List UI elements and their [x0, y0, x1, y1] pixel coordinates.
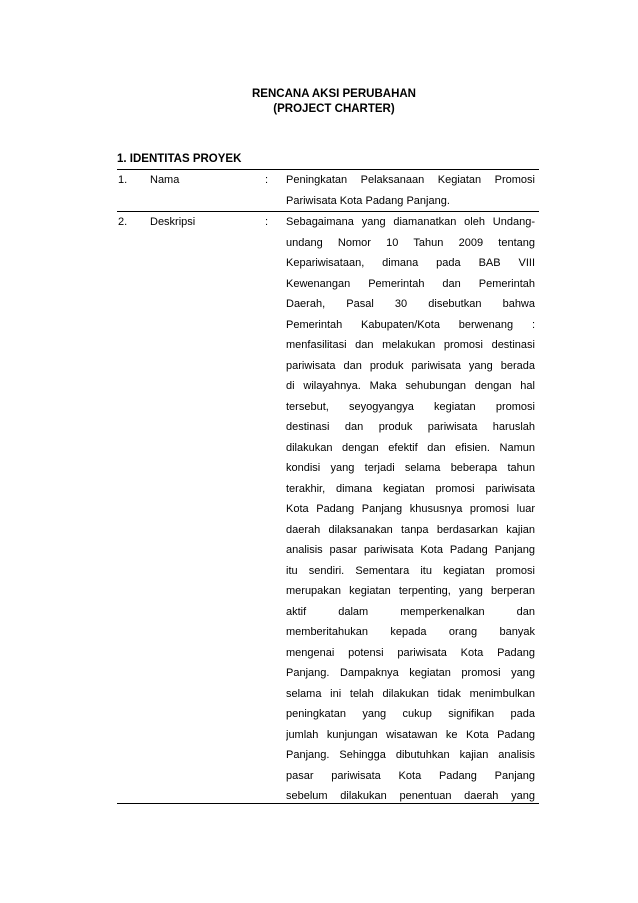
row-2-value-line: undang Nomor 10 Tahun 2009 tentang: [286, 236, 535, 249]
row-2-separator: :: [265, 216, 269, 228]
row-2-value-line: aktif dalam memperkenalkan dan: [286, 605, 535, 618]
title-line-2: (PROJECT CHARTER): [273, 103, 395, 115]
row-2-value-line: Kota Padang Panjang khususnya promosi luar: [286, 503, 535, 515]
section-heading: 1. IDENTITAS PROYEK: [117, 153, 242, 165]
row-1-value-line: Pariwisata Kota Padang Panjang.: [286, 194, 450, 207]
row-2-value-line: peningkatan yang cukup signifikan pada: [286, 708, 535, 720]
row-2-value-line: Panjang. Sehingga dibutuhkan kajian analisis: [286, 749, 535, 761]
row-2-value-line: Pemerintah Kabupaten/Kota berwenang :: [286, 318, 535, 331]
row-2-value-line: pasar pariwisata Kota Padang Panjang: [286, 769, 535, 782]
row-2-value-line: Panjang. Dampaknya kegiatan promosi yang: [286, 667, 535, 679]
row-1-value-line: Peningkatan Pelaksanaan Kegiatan Promosi: [286, 174, 535, 186]
row-2-value-line: tersebut, seyogyangya kegiatan promosi: [286, 400, 535, 413]
row-2-value-line: memberitahukan kepada orang banyak: [286, 626, 535, 638]
row-1-number: 1.: [118, 174, 128, 186]
row-2-value-line: Kepariwisataan, dimana pada BAB VIII: [286, 257, 535, 269]
row-2-value: [286, 212, 535, 807]
row-2-value-line: pariwisata dan produk pariwisata yang berada: [286, 359, 535, 372]
row-2-value-line: analisis pasar pariwisata Kota Padang Panjang: [286, 544, 535, 556]
row-2-value-line: dilakukan dengan efektif dan efisien. Namun: [286, 441, 535, 454]
row-2-value-line: daerah dilaksanakan tanpa berdasarkan kajian: [286, 523, 535, 536]
row-2-value-line: kondisi yang terjadi selama beberapa tahun: [286, 462, 535, 474]
row-2-value-line: sebelum dilakukan penentuan daerah yang: [286, 790, 535, 802]
row-1-separator: :: [265, 174, 269, 186]
row-2-value-line: mengenai potensi pariwisata Kota Padang: [286, 646, 535, 659]
row-2-value-line: merupakan kegiatan terpenting, yang berperan: [286, 585, 535, 597]
row-2-value-line: Daerah, Pasal 30 disebutkan bahwa: [286, 298, 535, 310]
document-title: [0, 87, 638, 117]
row-1-label: Nama: [150, 174, 180, 186]
row-2-value-line: menfasilitasi dan melakukan promosi destinasi: [286, 339, 535, 351]
title-line-1: RENCANA AKSI PERUBAHAN: [252, 88, 416, 100]
row-2-value-line: destinasi dan produk pariwisata haruslah: [286, 421, 535, 433]
row-2-label: Deskripsi: [150, 216, 196, 228]
row-2-value-line: selama ini telah dilakukan tidak menimbulkan: [286, 687, 535, 700]
row-2-value-line: jumlah kunjungan wisatawan ke Kota Padang: [286, 728, 535, 741]
row-2-value-line: Kewenangan Pemerintah dan Pemerintah: [286, 277, 535, 290]
row-2-value-line: itu sendiri. Sementara itu kegiatan promosi: [286, 564, 535, 577]
table-bottom-rule: [117, 803, 539, 804]
row-2-number: 2.: [118, 216, 128, 228]
row-2-value-line: terakhir, dimana kegiatan promosi pariwisata: [286, 482, 535, 495]
row-1-value: [286, 170, 535, 211]
row-2-value-line: Sebagaimana yang diamanatkan oleh Undang-: [286, 216, 535, 228]
row-2-value-line: di wilayahnya. Maka sehubungan dengan hal: [286, 380, 535, 392]
